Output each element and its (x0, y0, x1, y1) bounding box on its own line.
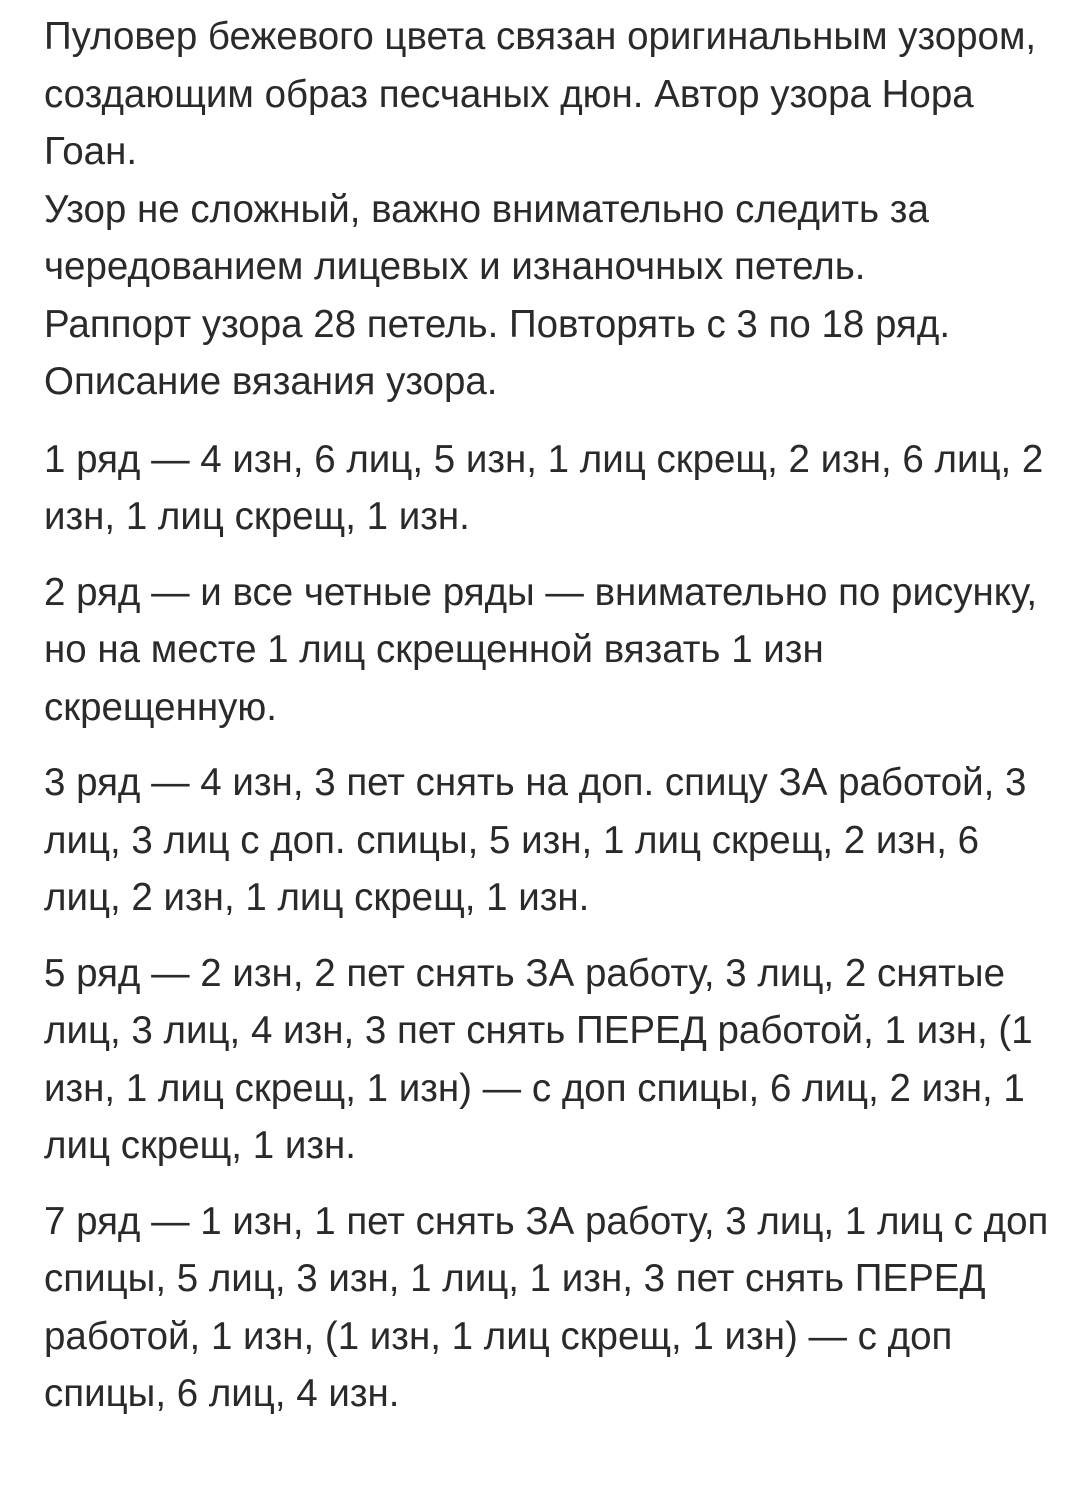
intro-paragraph-description: Пуловер бежевого цвета связан оригинальным узором, создающим образ песчаных дюн. Автор узора Нора Гоан. (44, 15, 1037, 173)
intro-section (44, 8, 1054, 411)
intro-paragraph-rapport: Раппорт узора 28 петель. Повторять с 3 по 18 ряд. (44, 302, 951, 346)
row-7-instruction: 7 ряд — 1 изн, 1 пет снять ЗА работу, 3 лиц, 1 лиц с доп спицы, 5 лиц, 3 изн, 1 лиц, 1 изн, 3 пет снять ПЕРЕД работой, 1 изн, (1 изн, 1 лиц скрещ, 1 изн) — с доп спицы, 6 лиц, 4 изн. (44, 1199, 1049, 1415)
row-2-instruction: 2 ряд — и все четные ряды — внимательно по рисунку, но на месте 1 лиц скрещенной вязать 1 изн скрещенную. (44, 570, 1038, 729)
knitting-pattern-document (44, 8, 1054, 1423)
row-1-instruction: 1 ряд — 4 изн, 6 лиц, 5 изн, 1 лиц скрещ, 2 изн, 6 лиц, 2 изн, 1 лиц скрещ, 1 изн. (44, 437, 1044, 538)
row-3-instruction: 3 ряд — 4 изн, 3 пет снять на доп. спицу ЗА работой, 3 лиц, 3 лиц с доп. спицы, 5 изн, 1 лиц скрещ, 2 изн, 6 лиц, 2 изн, 1 лиц скрещ, 1 изн. (44, 761, 1027, 919)
row-5-instruction: 5 ряд — 2 изн, 2 пет снять ЗА работу, 3 лиц, 2 снятые лиц, 3 лиц, 4 изн, 3 пет снять ПЕРЕД работой, 1 изн, (1 изн, 1 лиц скрещ, 1 изн) — с доп спицы, 6 лиц, 2 изн, 1 лиц скрещ, 1 изн. (44, 951, 1033, 1167)
intro-paragraph-difficulty: Узор не сложный, важно внимательно следить за чередованием лицевых и изнаночных петель. (44, 187, 929, 288)
intro-paragraph-heading: Описание вязания узора. (44, 360, 498, 403)
